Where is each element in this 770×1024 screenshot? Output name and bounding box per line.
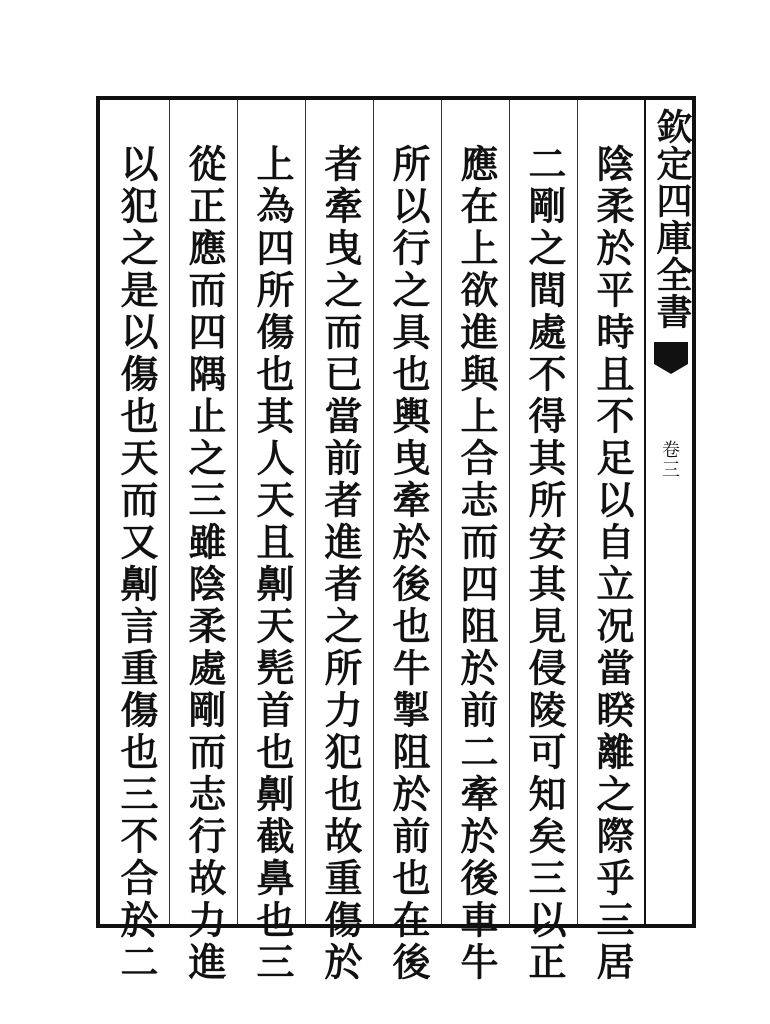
column-text: 陰柔於平時且不足以自立况當睽離之際乎三居 [590,144,635,984]
volume-label: 卷三 [659,440,680,480]
text-area [100,100,646,984]
text-column-3 [442,100,510,984]
column-text: 二剛之間處不得其所安其見侵陵可知矣三以正 [522,144,567,984]
column-text: 上為四所傷也其人天且劓天髡首也劓截鼻也三 [250,144,295,984]
column-text: 應在上欲進與上合志而四阻於前二牽於後車牛 [454,144,499,984]
margin-strip [646,100,696,924]
column-text: 者牽曳之而已當前者進者之所力犯也故重傷於 [318,144,363,984]
column-text: 以犯之是以傷也天而又劓言重傷也三不合於二 [114,144,159,984]
text-column-5 [306,100,374,984]
text-column-6 [238,100,306,984]
column-text: 所以行之具也輿曳牽於後也牛掣阻於前也在後 [386,144,431,984]
fish-tail-mark [654,342,688,364]
text-column-1 [578,100,646,984]
text-column-7 [170,100,238,984]
column-text: 從正應而四隅止之三雖陰柔處剛而志行故力進 [182,144,227,984]
page-frame [96,96,696,984]
text-column-8 [102,100,170,984]
text-column-4 [374,100,442,984]
text-column-2 [510,100,578,984]
book-title: 欽定四庫全書 [651,108,693,330]
